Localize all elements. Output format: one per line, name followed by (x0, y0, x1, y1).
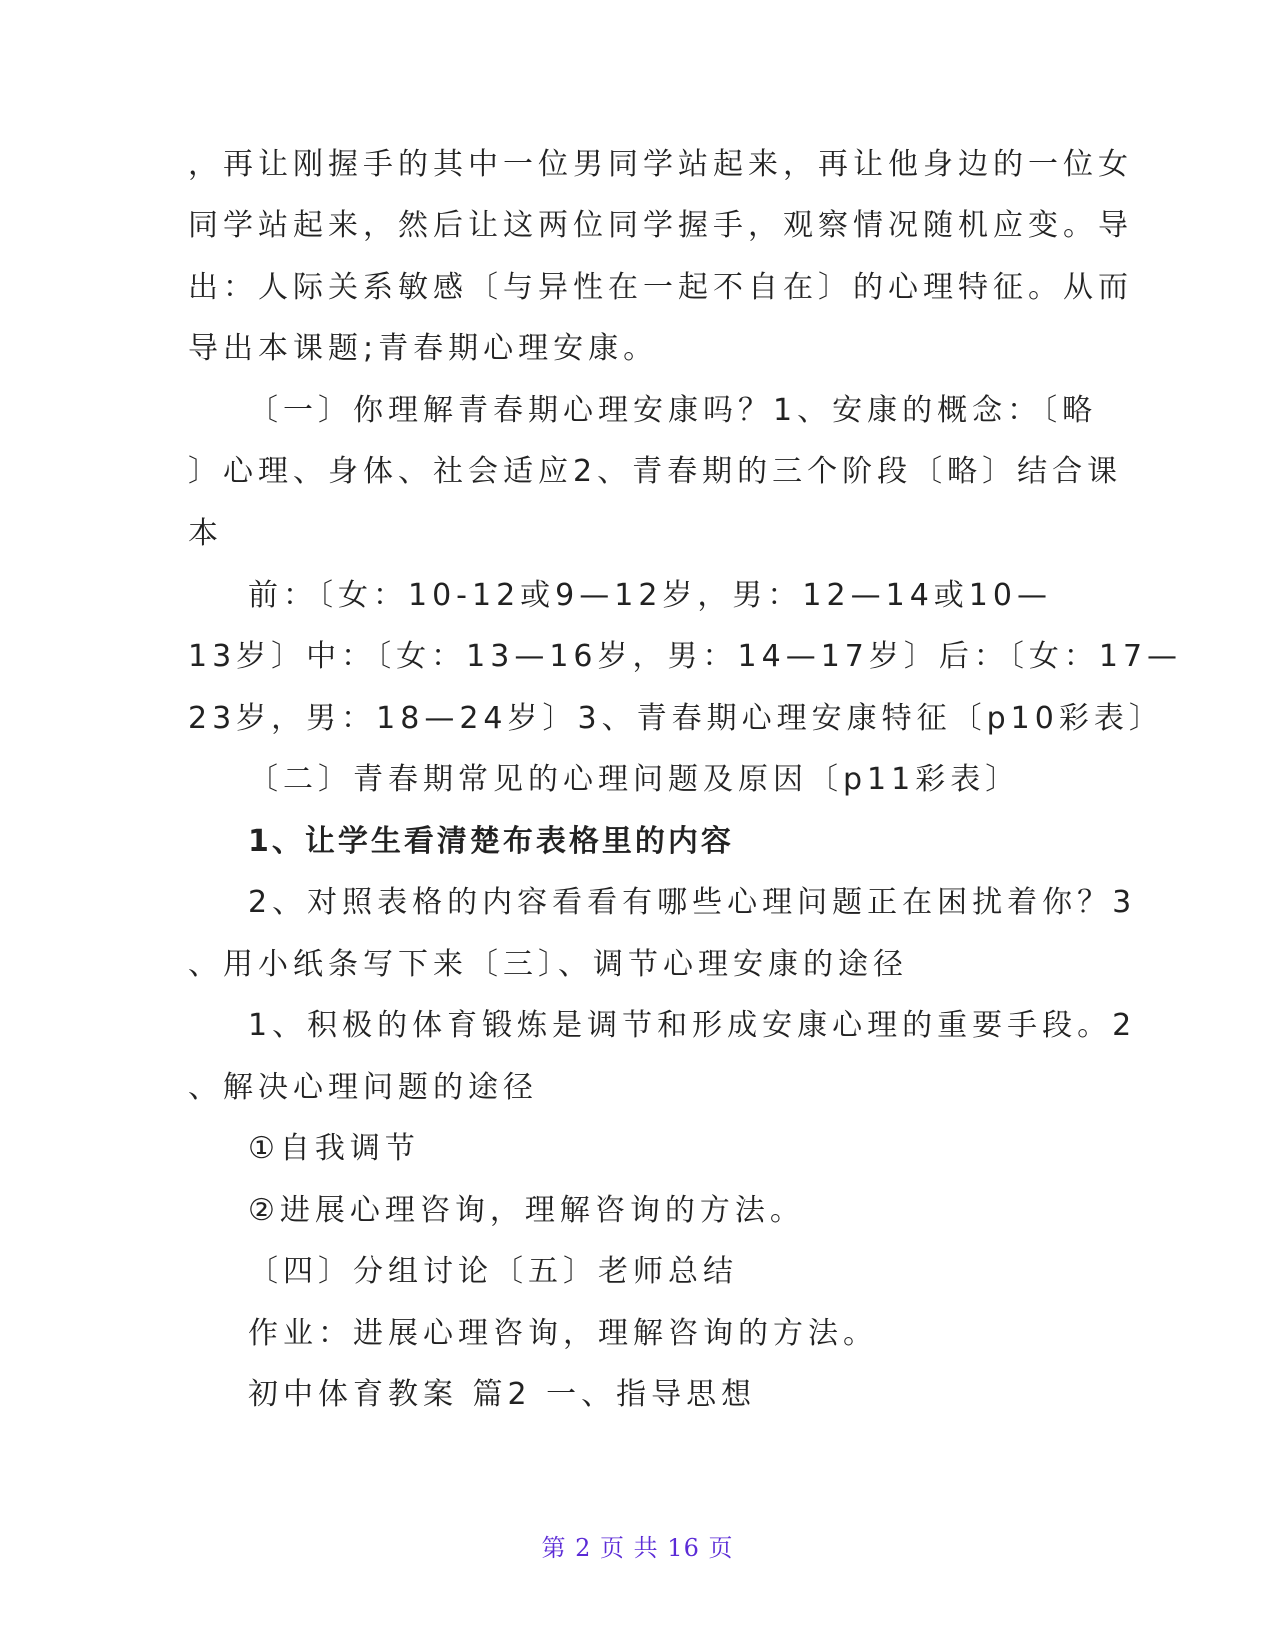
text-line: 2、对照表格的内容看看有哪些心理问题正在困扰着你？3 (248, 885, 1137, 920)
text-line: 23岁，男：18—24岁〕3、青春期心理安康特征〔p10彩表〕 (188, 701, 1164, 736)
bold-line: 1、让学生看清楚布表格里的内容 (248, 824, 734, 859)
text-line: 出：人际关系敏感〔与异性在一起不自在〕的心理特征。从而 (188, 270, 1133, 305)
page-footer: 第 2 页 共 16 页 (541, 1534, 734, 1562)
text-line: 本 (188, 516, 223, 551)
text-line: 前：〔女：10-12或9—12岁，男：12—14或10— (248, 578, 1052, 613)
section-heading: 〔四〕分组讨论〔五〕老师总结 (248, 1254, 738, 1289)
text-line: 、用小纸条写下来〔三〕、调节心理安康的途径 (188, 947, 908, 982)
text-line: 13岁〕中：〔女：13—16岁，男：14—17岁〕后：〔女：17— (188, 639, 1183, 674)
text-line: 作业：进展心理咨询，理解咨询的方法。 (248, 1316, 878, 1351)
text-line: 〕心理、身体、社会适应2、青春期的三个阶段〔略〕结合课 (188, 454, 1123, 489)
text-line: ，再让刚握手的其中一位男同学站起来，再让他身边的一位女 (188, 147, 1133, 182)
text-line: 1、积极的体育锻炼是调节和形成安康心理的重要手段。2 (248, 1008, 1137, 1043)
text-line: 导出本课题;青春期心理安康。 (188, 331, 659, 366)
text-line: 同学站起来，然后让这两位同学握手，观察情况随机应变。导 (188, 208, 1133, 243)
text-line: 初中体育教案 篇2 一、指导思想 (248, 1377, 757, 1412)
text-line: 、解决心理问题的途径 (188, 1070, 538, 1105)
section-heading: 〔二〕青春期常见的心理问题及原因〔p11彩表〕 (248, 762, 1021, 797)
list-item: ②进展心理咨询，理解咨询的方法。 (248, 1193, 805, 1228)
section-heading: 〔一〕你理解青春期心理安康吗？1、安康的概念：〔略 (248, 393, 1098, 428)
list-item: ①自我调节 (248, 1131, 420, 1166)
